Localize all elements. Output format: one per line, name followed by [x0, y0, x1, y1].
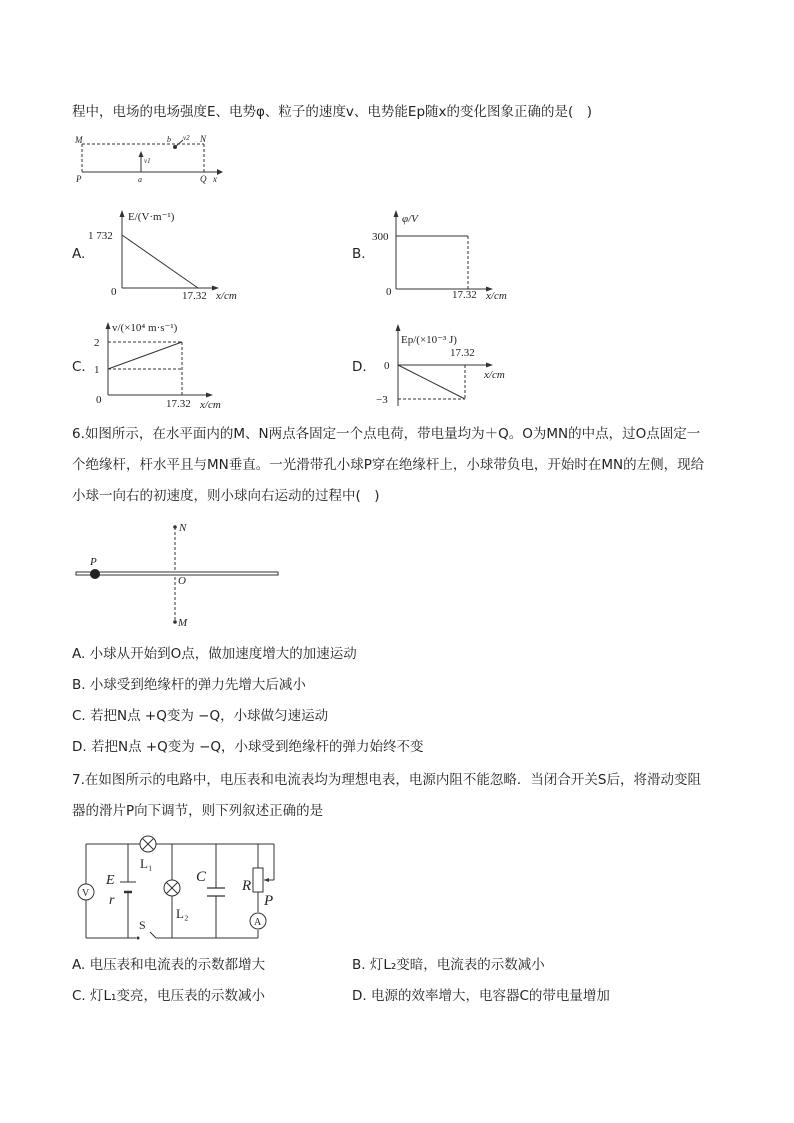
label-S: S [139, 918, 146, 932]
d-xtick: 17.32 [450, 347, 475, 359]
q5-option-c-graph [86, 318, 256, 413]
q5-option-a-letter: A. [72, 246, 86, 262]
b-xtick: 17.32 [452, 289, 477, 301]
c-origin: 0 [96, 394, 102, 406]
b-ylabel: φ/V [402, 213, 418, 225]
a-origin: 0 [111, 286, 117, 298]
q5-field-figure [72, 132, 232, 182]
q6-line-2: 个绝缘杆，杆水平且与MN垂直。一光滑带孔小球P穿在绝缘杆上，小球带负电，开始时在MN的左侧，现给 [72, 457, 705, 473]
label-R: R [242, 878, 252, 894]
c-xtick: 17.32 [166, 398, 191, 410]
q7-line-2: 器的滑片P向下调节，则下列叙述正确的是 [72, 803, 324, 819]
q5-option-c-letter: C. [72, 359, 86, 375]
label-L2: L₂ [176, 906, 189, 921]
q6-option-c: C. 若把N点 +Q变为 −Q，小球做匀速运动 [72, 708, 329, 724]
label-E: E [106, 873, 115, 888]
b-xlabel: x/cm [486, 290, 507, 302]
q6-option-d: D. 若把N点 +Q变为 −Q，小球受到绝缘杆的弹力始终不变 [72, 739, 424, 755]
q7-circuit-diagram [76, 832, 296, 947]
label-A: A [254, 917, 262, 928]
label-r: r [109, 893, 115, 908]
label-M: M [178, 617, 188, 629]
label-N: N [200, 134, 207, 144]
q6-option-b: B. 小球受到绝缘杆的弹力先增大后减小 [72, 677, 306, 693]
label-V: V [82, 888, 90, 899]
label-P: P [264, 893, 274, 909]
a-ylabel: E/(V·m⁻¹) [128, 211, 175, 223]
label-v1: v1 [144, 157, 151, 165]
q6-option-a: A. 小球从开始到O点，做加速度增大的加速运动 [72, 646, 357, 662]
a-ytick: 1 732 [88, 230, 113, 242]
q5-option-a-graph [86, 205, 256, 300]
q7-option-c: C. 灯L₁变亮，电压表的示数减小 [72, 988, 265, 1004]
label-a: a [138, 175, 142, 184]
label-O: O [178, 575, 186, 587]
a-xtick: 17.32 [182, 290, 207, 302]
label-P: P [76, 174, 82, 184]
q7-option-b: B. 灯L₂变暗，电流表的示数减小 [352, 957, 545, 973]
q5-option-d-graph [368, 318, 538, 413]
c-ytick-mid: 1 [94, 364, 100, 376]
label-v2: v2 [183, 134, 190, 142]
c-ytick-top: 2 [94, 337, 100, 349]
label-x: x [213, 174, 217, 184]
q7-option-d: D. 电源的效率增大，电容器C的带电量增加 [352, 988, 610, 1004]
b-ytick: 300 [372, 231, 389, 243]
q6-rod-figure [74, 520, 284, 632]
c-ylabel: v/(×10⁴ m·s⁻¹) [112, 322, 178, 334]
q7-option-a: A. 电压表和电流表的示数都增大 [72, 957, 266, 973]
q5-stem-tail: 程中，电场的电场强度E、电势φ、粒子的速度v、电势能Ep随x的变化图象正确的是( ) [72, 104, 593, 120]
a-xlabel: x/cm [216, 290, 237, 302]
label-b: b [167, 135, 171, 144]
q5-option-b-letter: B. [352, 246, 366, 262]
label-N: N [179, 522, 187, 534]
d-xlabel: x/cm [484, 369, 505, 381]
d-ylabel: Ep/(×10⁻³ J) [401, 334, 457, 346]
label-P: P [90, 556, 97, 568]
q6-line-3: 小球一向右的初速度，则小球向右运动的过程中( ) [72, 488, 380, 504]
b-origin: 0 [386, 286, 392, 298]
q7-line-1: 7.在如图所示的电路中，电压表和电流表均为理想电表，电源内阻不能忽略．当闭合开关S后，将滑动变阻 [72, 772, 701, 788]
d-ytick-bottom: −3 [376, 394, 388, 406]
q5-option-d-letter: D. [352, 359, 367, 375]
d-ytick-zero: 0 [384, 360, 390, 372]
label-C: C [196, 869, 207, 885]
c-xlabel: x/cm [200, 399, 221, 411]
label-M: M [75, 135, 83, 145]
label-Q: Q [200, 174, 207, 184]
label-L1: L₁ [140, 856, 153, 871]
q5-option-b-graph [368, 205, 538, 300]
q6-line-1: 6.如图所示，在水平面内的M、N两点各固定一个点电荷，带电量均为＋Q。O为MN的中点，过O点固定一 [72, 426, 701, 442]
